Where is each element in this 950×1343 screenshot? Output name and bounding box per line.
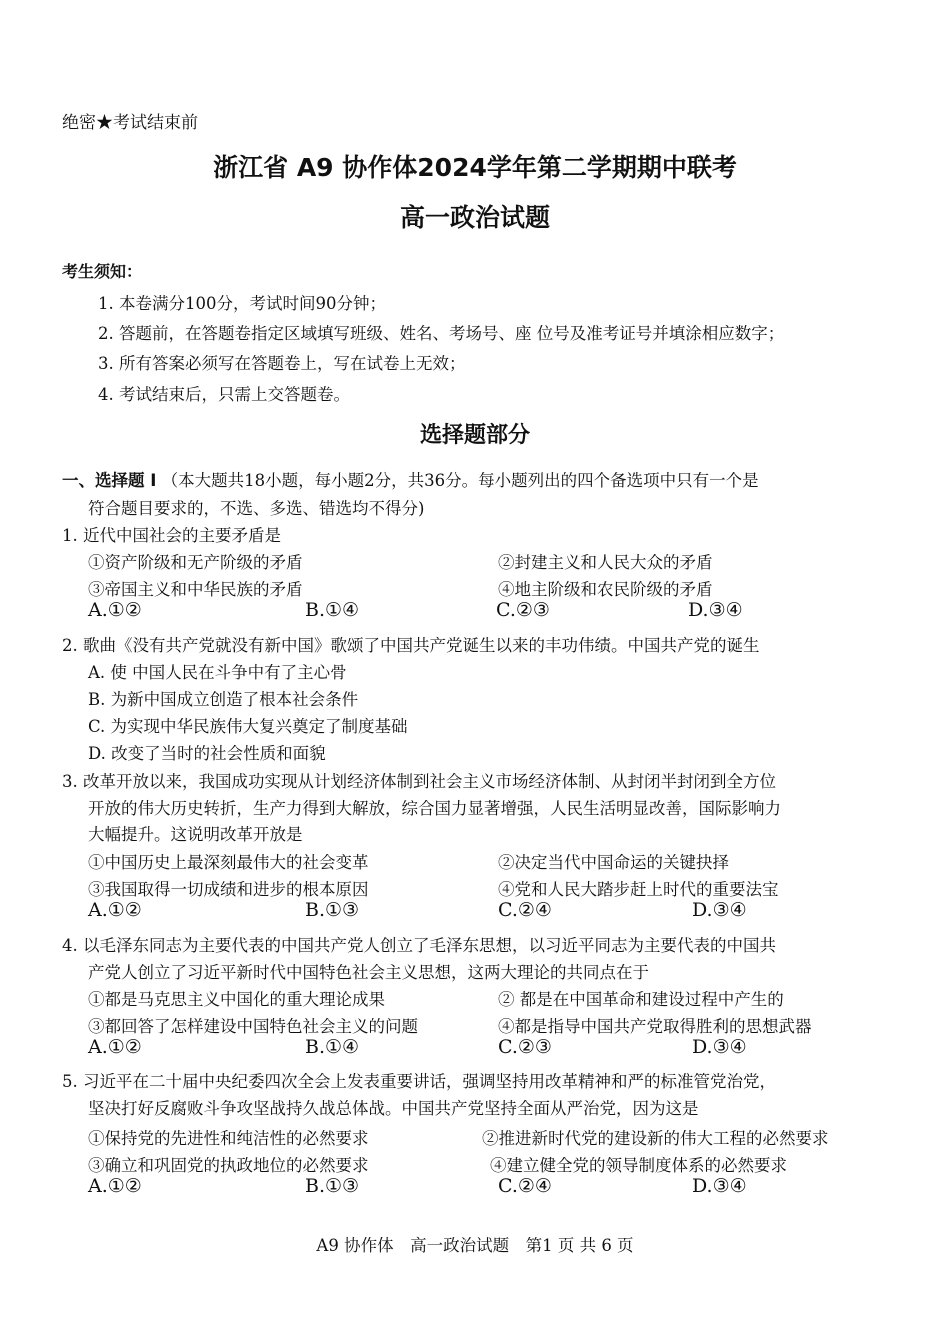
q4-choice-d: D.③④ xyxy=(692,1036,747,1058)
section-title: 选择题部分 xyxy=(419,423,530,448)
q4-option-2: ② 都是在中国革命和建设过程中产生的 xyxy=(498,990,784,1009)
part-description: （本大题共18小题，每小题2分，共36分。每小题列出的四个备选项中只有一个是 xyxy=(161,471,759,490)
q2-choice-a: A. 使 中国人民在斗争中有了主心骨 xyxy=(88,663,347,682)
q1-choice-c: C.②③ xyxy=(496,599,550,621)
question-5-stem: 5. 习近平在二十届中央纪委四次全会上发表重要讲话，强调坚持用改革精神和严的标准管党治党， xyxy=(62,1072,776,1091)
question-3-stem-cont: 大幅提升。这说明改革开放是 xyxy=(88,825,303,844)
q3-option-3: ③我国取得一切成绩和进步的根本原因 xyxy=(88,880,369,899)
page-footer: A9 协作体 高一政治试题 第1 页 共 6 页 xyxy=(316,1236,634,1255)
q5-option-1: ①保持党的先进性和纯洁性的必然要求 xyxy=(88,1129,369,1148)
question-1-stem: 1. 近代中国社会的主要矛盾是 xyxy=(62,526,281,545)
q3-choice-d: D.③④ xyxy=(692,899,747,921)
q4-choice-b: B.①④ xyxy=(305,1036,360,1058)
notice-item: 2. 答题前，在答题卷指定区域填写班级、姓名、考场号、座 位号及准考证号并填涂相应数字； xyxy=(98,324,785,343)
q2-choice-b: B. 为新中国成立创造了根本社会条件 xyxy=(88,690,359,709)
q5-choice-b: B.①③ xyxy=(305,1175,360,1197)
q5-option-4: ④建立健全党的领导制度体系的必然要求 xyxy=(490,1156,787,1175)
q3-option-4: ④党和人民大踏步赶上时代的重要法宝 xyxy=(498,880,779,899)
q1-option-4: ④地主阶级和农民阶级的矛盾 xyxy=(498,580,713,599)
confidential-label: 绝密★考试结束前 xyxy=(62,113,198,133)
q4-choice-c: C.②③ xyxy=(498,1036,552,1058)
q1-choice-d: D.③④ xyxy=(688,599,743,621)
question-3-stem-cont: 开放的伟大历史转折，生产力得到大解放，综合国力显著增强，人民生活明显改善，国际影响力 xyxy=(88,799,781,818)
q4-option-1: ①都是马克思主义中国化的重大理论成果 xyxy=(88,990,385,1009)
part-description-cont: 符合题目要求的，不选、多选、错选均不得分) xyxy=(88,499,425,518)
q1-choice-b: B.①④ xyxy=(305,599,360,621)
question-5-stem-cont: 坚决打好反腐败斗争攻坚战持久战总体战。中国共产党坚持全面从严治党，因为这是 xyxy=(88,1099,699,1118)
q4-option-4: ④都是指导中国共产党取得胜利的思想武器 xyxy=(498,1017,812,1036)
question-3-stem: 3. 改革开放以来，我国成功实现从计划经济体制到社会主义市场经济体制、从封闭半封闭到全方位 xyxy=(62,772,776,791)
q1-choice-a: A.①② xyxy=(88,599,142,621)
q2-choice-d: D. 改变了当时的社会性质和面貌 xyxy=(88,744,326,763)
part-label: 一、选择题 I xyxy=(62,471,157,490)
q4-choice-a: A.①② xyxy=(88,1036,142,1058)
q2-choice-c: C. 为实现中华民族伟大复兴奠定了制度基础 xyxy=(88,717,408,736)
notice-item: 4. 考试结束后，只需上交答题卷。 xyxy=(98,385,350,404)
part-header xyxy=(62,467,759,491)
notice-item: 3. 所有答案必须写在答题卷上，写在试卷上无效； xyxy=(98,354,466,373)
exam-title: 浙江省 A9 协作体2024学年第二学期期中联考 xyxy=(213,153,737,182)
q3-choice-b: B.①③ xyxy=(305,899,360,921)
q1-option-1: ①资产阶级和无产阶级的矛盾 xyxy=(88,553,303,572)
q3-choice-a: A.①② xyxy=(88,899,142,921)
question-2-stem: 2. 歌曲《没有共产党就没有新中国》歌颂了中国共产党诞生以来的丰功伟绩。中国共产党的诞生 xyxy=(62,636,760,655)
q3-option-2: ②决定当代中国命运的关键抉择 xyxy=(498,853,729,872)
q3-option-1: ①中国历史上最深刻最伟大的社会变革 xyxy=(88,853,369,872)
question-4-stem-cont: 产党人创立了习近平新时代中国特色社会主义思想，这两大理论的共同点在于 xyxy=(88,963,649,982)
exam-subtitle: 高一政治试题 xyxy=(399,203,550,232)
q5-choice-c: C.②④ xyxy=(498,1175,552,1197)
q5-choice-a: A.①② xyxy=(88,1175,142,1197)
question-4-stem: 4. 以毛泽东同志为主要代表的中国共产党人创立了毛泽东思想，以习近平同志为主要代表的中国共 xyxy=(62,936,776,955)
q3-choice-c: C.②④ xyxy=(498,899,552,921)
q5-option-3: ③确立和巩固党的执政地位的必然要求 xyxy=(88,1156,369,1175)
q4-option-3: ③都回答了怎样建设中国特色社会主义的问题 xyxy=(88,1017,418,1036)
q5-choice-d: D.③④ xyxy=(692,1175,747,1197)
q5-option-2: ②推进新时代党的建设新的伟大工程的必然要求 xyxy=(482,1129,829,1148)
notice-heading: 考生须知： xyxy=(62,262,143,281)
q1-option-3: ③帝国主义和中华民族的矛盾 xyxy=(88,580,303,599)
notice-item: 1. 本卷满分100分，考试时间90分钟； xyxy=(98,294,386,313)
q1-option-2: ②封建主义和人民大众的矛盾 xyxy=(498,553,713,572)
